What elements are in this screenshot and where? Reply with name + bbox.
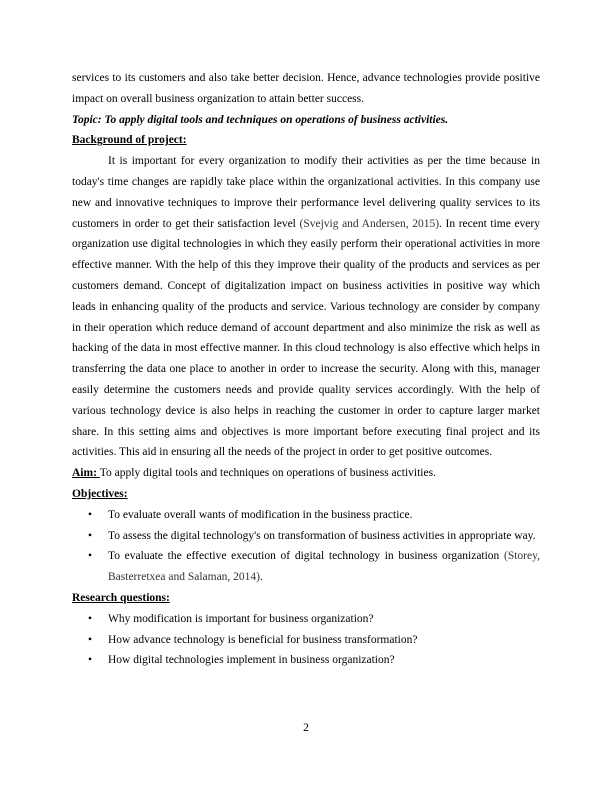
background-citation: (Svejvig and Andersen, 2015) <box>299 217 440 230</box>
background-text-2: . In recent time every organization use digital technologies in which they easily perform their operational activities in more effective manner. With the help of this they improve their quality of the products and services as per customers demand. Concept of digitalization impact on business activities in positive way which leads in enhancing quality of the products and service. Various technology are consider by company in their operation which reduce demand of account department and also minimize the risk as well as hacking of the data in most effective manner. In this cloud technology is also effective which helps in transferring the data one place to another in order to increase the security. Along with this, manager easily determine the customers needs and provide quality services accordingly. With the help of various technology device is also helps in reaching the customer in order to capture larger market share. In this setting aims and objectives is more important before executing final project and its activities. This aid in ensuring all the needs of the project in order to get positive outcomes. <box>72 217 540 459</box>
objectives-heading-text: Objectives: <box>72 487 128 500</box>
research-questions-heading-text: Research questions: <box>72 591 170 604</box>
page-number: 2 <box>303 722 309 734</box>
aim-label: Aim: <box>72 467 100 480</box>
list-item <box>72 630 540 651</box>
question-text: Why modification is important for business organization? <box>108 612 374 625</box>
bullet-icon: • <box>88 529 93 542</box>
bullet-icon: • <box>88 550 93 563</box>
question-text: How digital technologies implement in business organization? <box>108 654 395 667</box>
objectives-heading <box>72 484 540 505</box>
continuation-paragraph: services to its customers and also take better decision. Hence, advance technologies provide positive impact on overall business organization to attain better success. <box>72 72 540 105</box>
objective-citation: (Storey, Basterretxea and Salaman, 2014) <box>108 550 540 584</box>
list-item <box>72 526 540 547</box>
document-page <box>72 68 540 671</box>
objective-text: To evaluate overall wants of modification in the business practice. <box>108 508 413 521</box>
list-item <box>72 650 540 671</box>
topic-line: Topic: To apply digital tools and techniques on operations of business activities. <box>72 113 449 126</box>
aim-text: To apply digital tools and techniques on operations of business activities. <box>99 467 436 480</box>
objective-text: To assess the digital technology's on transformation of business activities in appropriate way. <box>108 529 536 542</box>
bullet-icon: • <box>88 612 93 625</box>
objective-text: To evaluate the effective execution of digital technology in business organization <box>108 550 505 563</box>
bullet-icon: • <box>88 654 93 667</box>
objectives-list <box>72 505 540 588</box>
aim-line <box>72 463 540 484</box>
research-questions-list <box>72 609 540 671</box>
bullet-icon: • <box>88 633 93 646</box>
list-item <box>72 609 540 630</box>
background-heading <box>72 130 540 151</box>
objective-tail: . <box>260 571 263 584</box>
bullet-icon: • <box>88 508 93 521</box>
background-text-1: It is important for every organization to modify their activities as per the time because in today's time changes are rapidly take place within the organizational activities. In this company use new and innovative techniques to improve their performance level delivering quality services to its customers in order to get their satisfaction level <box>72 155 540 230</box>
background-heading-text: Background of project: <box>72 134 187 147</box>
list-item <box>72 505 540 526</box>
question-text: How advance technology is beneficial for business transformation? <box>108 633 418 646</box>
background-paragraph <box>72 151 540 463</box>
list-item <box>72 546 540 588</box>
research-questions-heading <box>72 588 540 609</box>
